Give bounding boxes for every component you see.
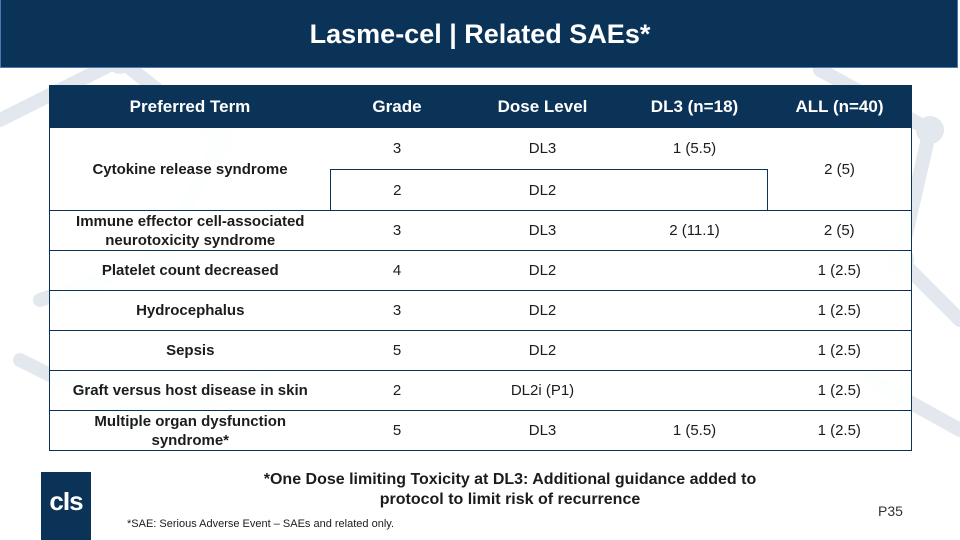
grade-cell: 3 bbox=[331, 291, 464, 331]
dlt-footnote: *One Dose limiting Toxicity at DL3: Additional guidance added to protocol to limit risk of recurrence bbox=[263, 471, 757, 508]
dl3-cell: 1 (5.5) bbox=[622, 411, 768, 451]
company-logo bbox=[41, 472, 91, 540]
table-row bbox=[50, 411, 912, 451]
dl3-cell: 2 (11.1) bbox=[622, 211, 768, 251]
term-cell: Hydrocephalus bbox=[50, 291, 331, 331]
dose-cell: DL3 bbox=[464, 411, 622, 451]
all-cell: 1 (2.5) bbox=[768, 371, 912, 411]
dose-cell: DL2 bbox=[464, 170, 622, 211]
term-cell: Graft versus host disease in skin bbox=[50, 371, 331, 411]
all-cell: 2 (5) bbox=[768, 128, 912, 211]
grade-cell: 2 bbox=[331, 371, 464, 411]
header-dl3: DL3 (n=18) bbox=[622, 86, 768, 128]
dose-cell: DL3 bbox=[464, 128, 622, 170]
header-dose-level: Dose Level bbox=[464, 86, 622, 128]
grade-cell: 5 bbox=[331, 331, 464, 371]
term-cell: Cytokine release syndrome bbox=[50, 128, 331, 211]
slide-title: Lasme-cel | Related SAEs* bbox=[309, 19, 651, 49]
dl3-cell: 1 (5.5) bbox=[622, 128, 768, 170]
all-cell: 2 (5) bbox=[768, 211, 912, 251]
dl3-cell bbox=[622, 291, 768, 331]
dose-cell: DL2 bbox=[464, 331, 622, 371]
logo-text: cIs bbox=[49, 486, 83, 516]
sae-table bbox=[49, 85, 912, 451]
table-row bbox=[50, 128, 912, 170]
table-row bbox=[50, 331, 912, 371]
dose-cell: DL2i (P1) bbox=[464, 371, 622, 411]
table-row bbox=[50, 371, 912, 411]
grade-cell: 4 bbox=[331, 251, 464, 291]
all-cell: 1 (2.5) bbox=[768, 331, 912, 371]
table-row bbox=[50, 251, 912, 291]
dl3-cell bbox=[622, 170, 768, 211]
term-cell: Platelet count decreased bbox=[50, 251, 331, 291]
table-row bbox=[50, 211, 912, 251]
dose-cell: DL2 bbox=[464, 251, 622, 291]
header-grade: Grade bbox=[331, 86, 464, 128]
grade-cell: 3 bbox=[331, 128, 464, 170]
all-cell: 1 (2.5) bbox=[768, 291, 912, 331]
grade-cell: 5 bbox=[331, 411, 464, 451]
dl3-cell bbox=[622, 331, 768, 371]
term-cell: Immune effector cell-associated neurotoxicity syndrome bbox=[50, 211, 331, 251]
dose-cell: DL2 bbox=[464, 291, 622, 331]
dose-cell: DL3 bbox=[464, 211, 622, 251]
dl3-cell bbox=[622, 371, 768, 411]
header-preferred-term: Preferred Term bbox=[50, 86, 331, 128]
term-cell: Multiple organ dysfunction syndrome* bbox=[50, 411, 331, 451]
sae-table-container bbox=[49, 85, 911, 451]
all-cell: 1 (2.5) bbox=[768, 251, 912, 291]
table-header-row bbox=[50, 86, 912, 128]
header-all: ALL (n=40) bbox=[768, 86, 912, 128]
page-number: P35 bbox=[878, 503, 903, 519]
dl3-cell bbox=[622, 251, 768, 291]
grade-cell: 2 bbox=[331, 170, 464, 211]
term-cell: Sepsis bbox=[50, 331, 331, 371]
sae-definition-footnote: *SAE: Serious Adverse Event – SAEs and related only. bbox=[127, 518, 395, 530]
all-cell: 1 (2.5) bbox=[768, 411, 912, 451]
table-row bbox=[50, 291, 912, 331]
grade-cell: 3 bbox=[331, 211, 464, 251]
